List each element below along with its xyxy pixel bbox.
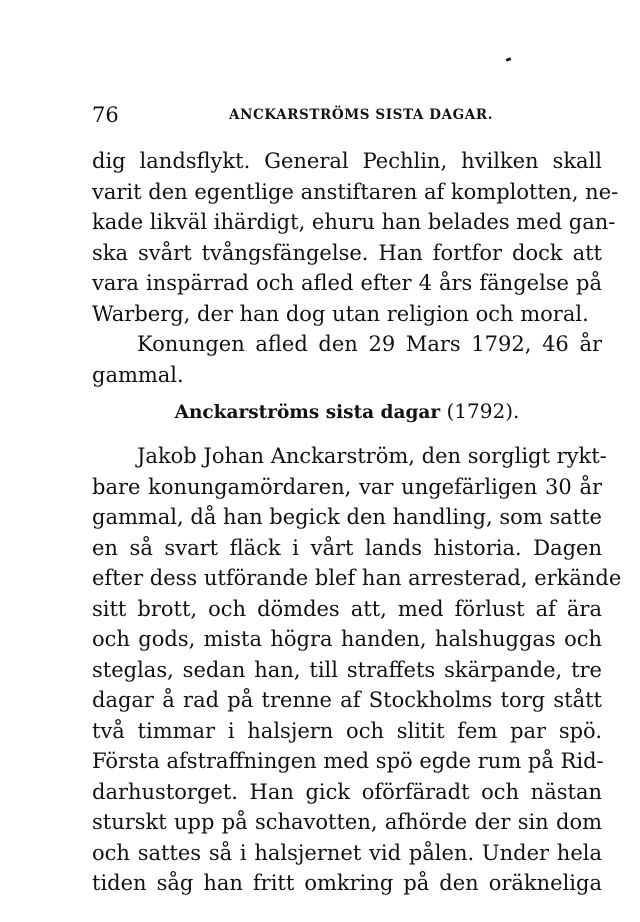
text-line: Konungen afled den 29 Mars 1792, 46 år bbox=[137, 332, 602, 356]
text-line: två timmar i halsjern och slitit fem par spö. bbox=[92, 718, 602, 743]
section-title: Anckarströms sista dagar bbox=[174, 402, 441, 423]
text-line: Warberg, der han dog utan religion och moral. bbox=[92, 301, 589, 326]
text-line: dig landsflykt. General Pechlin, hvilken skall bbox=[92, 149, 602, 173]
text-line: kade likväl ihärdigt, ehuru han belades med gan- bbox=[92, 210, 616, 234]
text-line: vara inspärrad och afled efter 4 års fängelse på bbox=[92, 271, 602, 295]
text-line: och sattes så i halsjernet vid pålen. Under hela bbox=[92, 840, 602, 865]
text-line: en så svart fläck i vårt lands historia. Dagen bbox=[92, 535, 602, 560]
text-line: dagar å rad på trenne af Stockholms torg stått bbox=[92, 688, 602, 712]
text-line: Jakob Johan Anckarström, den sorgligt rykt- bbox=[137, 444, 607, 468]
text-line: varit den egentlige anstiftaren af komplotten, ne- bbox=[92, 179, 619, 204]
text-line: Första afstraffningen med spö egde rum på Rid- bbox=[92, 749, 604, 773]
page-number: 76 bbox=[92, 103, 119, 127]
running-head: ANCKARSTRÖMS SISTA DAGAR. bbox=[229, 107, 494, 123]
text-line: steglas, sedan han, till straffets skärpande, tre bbox=[92, 657, 602, 682]
text-line: och gods, mista högra handen, halshuggas och bbox=[92, 627, 602, 651]
paragraph-2 bbox=[92, 329, 602, 390]
text-line: sturskt upp på schavotten, afhörde der sin dom bbox=[92, 810, 602, 834]
page-header bbox=[92, 100, 602, 130]
ink-speck bbox=[506, 57, 512, 62]
text-line: sitt brott, och dömdes att, med förlust af ära bbox=[92, 596, 602, 621]
section-heading bbox=[92, 396, 602, 428]
section-year: (1792). bbox=[446, 399, 520, 423]
text-line: tiden såg han fritt omkring på den oräkneliga bbox=[92, 871, 602, 895]
paragraph-3 bbox=[92, 441, 622, 899]
text-line: gammal, då han begick den handling, som satte bbox=[92, 505, 602, 529]
paragraph-1 bbox=[92, 146, 619, 329]
text-line: darhustorget. Han gick oförfäradt och nästan bbox=[92, 779, 602, 804]
text-line: bare konungamördaren, var ungefärligen 30 år bbox=[92, 474, 602, 499]
text-line: gammal. bbox=[92, 362, 184, 387]
text-line: ska svårt tvångsfängelse. Han fortfor dock att bbox=[92, 240, 602, 265]
text-line: efter dess utförande blef han arresterad, erkände bbox=[92, 566, 622, 590]
